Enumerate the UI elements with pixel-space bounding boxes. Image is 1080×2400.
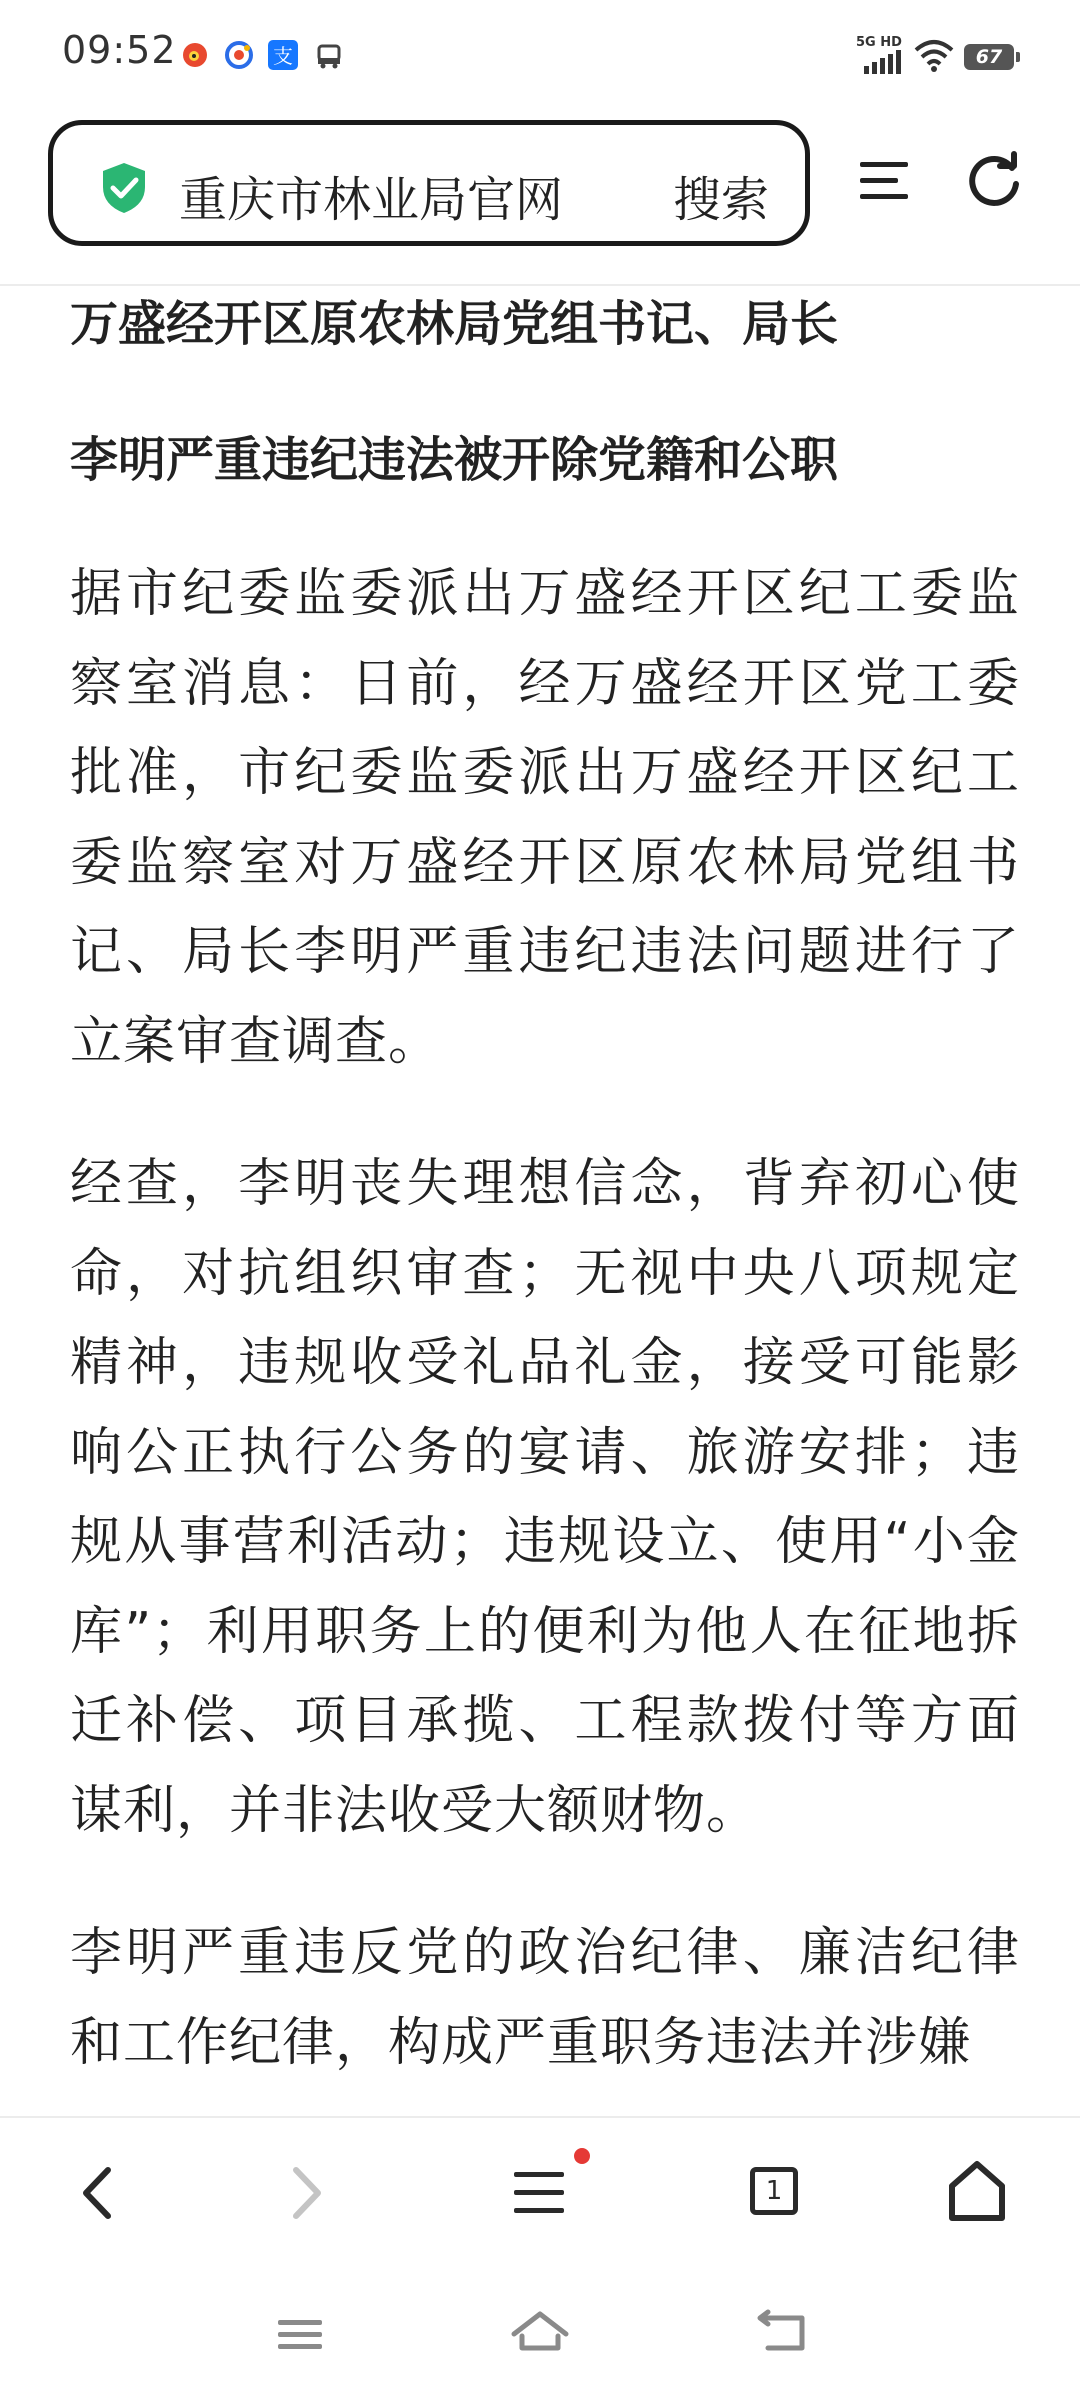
search-button[interactable]: 搜索 [673, 172, 770, 228]
weibo-icon [178, 38, 212, 72]
system-back-icon[interactable] [752, 2308, 812, 2358]
wifi-icon [914, 38, 954, 72]
article-paragraph: 据市纪委监委派出万盛经开区纪工委监察室消息：日前，经万盛经开区党工委批准，市纪委监委派出万盛经开区纪工委监察室对万盛经开区原农林局党组书记、局长李明严重违纪违法问题进行了立案审查调查。 [70, 564, 1020, 1072]
svg-text:支: 支 [273, 44, 293, 68]
toolbar-menu-icon[interactable] [504, 2158, 574, 2228]
headline-line-2: 李明严重违纪违法被开除党籍和公职 [70, 432, 839, 488]
article-paragraph: 经查，李明丧失理想信念，背弃初心使命，对抗组织审查；无视中央八项规定精神，违规收受礼品礼金，接受可能影响公正执行公务的宴请、旅游安排；违规从事营利活动；违规设立、使用“小金库”；利用职务上的便利为他人在征地拆迁补偿、项目承揽、工程款拨付等方面谋利，并非法收受大额财物。 [70, 1154, 1020, 1841]
status-bar [0, 0, 1080, 110]
baidu-icon [222, 38, 256, 72]
address-bar[interactable] [48, 120, 810, 246]
tabs-icon[interactable]: 1 [750, 2167, 798, 2215]
system-home-icon[interactable] [510, 2306, 570, 2356]
network-label: 5G HD [856, 35, 902, 50]
back-icon[interactable] [64, 2158, 134, 2228]
headline-line-1: 万盛经开区原农林局党组书记、局长 [70, 296, 839, 352]
forward-icon[interactable] [270, 2158, 340, 2228]
bottom-divider [0, 2116, 1080, 2118]
notification-dot [574, 2148, 590, 2164]
status-time: 09:52 [62, 28, 177, 72]
shield-check-icon [99, 161, 149, 215]
recents-icon[interactable] [270, 2310, 330, 2360]
article-body [70, 280, 1020, 2110]
car-icon [312, 38, 346, 72]
article-paragraph: 李明严重违反党的政治纪律、廉洁纪律和工作纪律，构成严重职务违法并涉嫌 [70, 1923, 1020, 2073]
alipay-icon [266, 38, 300, 72]
menu-icon[interactable] [856, 158, 912, 204]
refresh-icon[interactable] [966, 150, 1022, 210]
home-icon[interactable] [942, 2156, 1012, 2226]
site-title[interactable]: 重庆市林业局官网 [179, 172, 564, 228]
signal-icon [862, 50, 902, 74]
battery-icon: 67 [964, 44, 1014, 70]
